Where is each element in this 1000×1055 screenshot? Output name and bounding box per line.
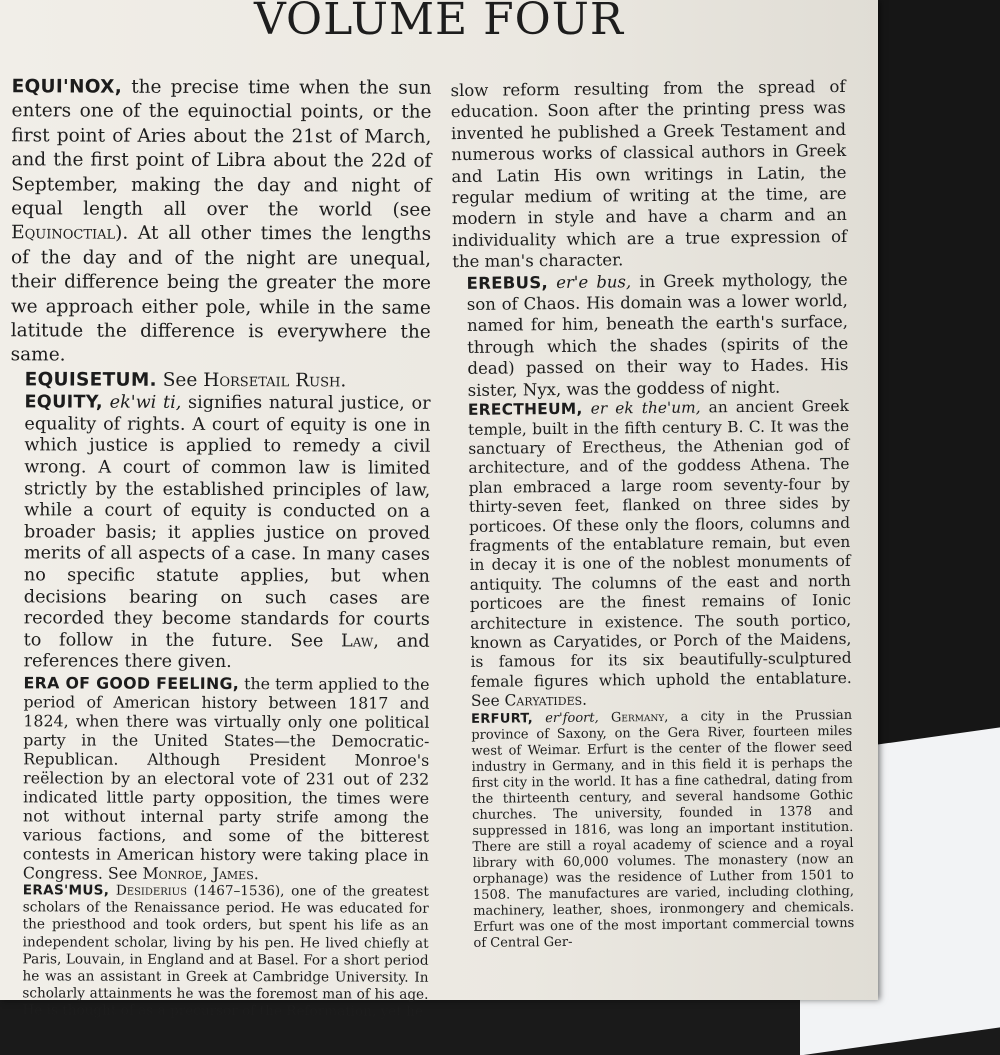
entry-text: in Greek mythology, the son of Chaos. His domain was a lower world, named for him, beneath the earth's surface, through which the shades (spirits of the dead) passed on their way to Hades. His sister, Nyx, was the goddess of night.	[466, 269, 849, 400]
cross-reference: Equinoctial	[11, 222, 116, 245]
headword: EQUISETUM.	[24, 369, 157, 391]
headword: ERFURT,	[471, 710, 534, 727]
headword: EQUI'NOX,	[11, 76, 123, 98]
entry-text: .	[581, 690, 588, 709]
entry-text: an ancient Greek temple, built in the fifth century B. C. It was the sanctuary of Erectheus, the Athenian god of architecture, and of the goddess Athena. The plan embraced a large room seventy-four by thirty-seven feet, flanked on three sides by porticoes. Of these only the floors, columns and fragments of the entablature remain, but even in decay it is one of the noblest monuments of antiquity. The columns of the east and north porticoes are the finest remains of Ionic architecture in existence. The south portico, known as Caryatides, or Porch of the Maidens, is famous for its six beautifully-sculptured female figures which uphold the entablature. See	[468, 397, 852, 711]
entry-erfurt	[457, 708, 854, 952]
entry-erebus	[452, 269, 848, 402]
entry-equity	[10, 393, 431, 675]
entry-erasmus-continued: slow reform resulting from the spread of education. Soon after the printing press was invented he published a Greek Testament and numerous works of classical authors in Greek and Latin His own writings in Latin, the regular medium of writing at the time, are modern in style and have a charm and an individuality which are a true expression of the man's character.	[450, 76, 848, 272]
entry-text: .	[253, 864, 259, 884]
entry-text: signifies natural justice, or equality of rights. A court of equity is one in which justice is applied to remedy a civil wrong. A court of common law is limited strictly by the established principles of law, while a court of equity is conducted on a broader basis; it applies justice on proved merits of all aspects of a case. In many cases no specific statute applies, but when decisions bearing on such cases are recorded they become standards for courts to follow in the future. See	[23, 393, 431, 652]
pronunciation: er'e bus,	[547, 271, 632, 292]
entry-text: the term applied to the period of American history between 1817 and 1824, when there was virtually only one political party in the United States—the Democratic-Republican. Although President Monroe's reëlection by an electoral vote of 231 out of 232 indicated little party opposition, the times were not without internal party strife among the various factions, and some of the bitterest contests in American history were taking place in Congress. See	[22, 674, 430, 883]
left-column	[8, 75, 431, 1021]
entry-text: , and references there given.	[23, 631, 430, 673]
headword: ERECTHEUM,	[467, 399, 583, 420]
cross-reference: Monroe, James	[142, 863, 254, 884]
right-column	[450, 76, 854, 952]
page-title: VOLUME FOUR	[254, 0, 624, 45]
entry-erasmus	[8, 882, 428, 1021]
headword: ERAS'MUS,	[22, 882, 110, 899]
cross-reference: Law	[341, 631, 374, 652]
entry-text: , a city in the Prussian province of Saxony, on the Gera River, fourteen miles west of Weimar. Erfurt is the center of the flower seed industry in Germany, and in this field it is perhaps the first city in the world. It has a fine cathedral, dating from the thirteenth century, and several handsome Gothic churches. The university, founded in 1378 and suppressed in 1816, was long an important institution. There are still a royal academy of science and a royal library with 60,000 volumes. The monastery (now an orphanage) was the residence of Luther from 1501 to 1508. The manufactures are varied, including clothing, machinery, leather, shoes, ironmongery and chemicals. Erfurt was one of the most important commercial towns of Central Ger-	[471, 707, 855, 951]
entry-erectheum	[454, 397, 852, 712]
entry-text: See	[156, 369, 204, 391]
entry-text: ). At all other times the lengths of the day and of the night are unequal, their difference being the greater the more we approach either pole, while in the same latitude the difference is everywhere the same.	[10, 223, 432, 366]
cross-reference: Horsetail Rush	[203, 369, 341, 392]
entry-equinox	[11, 75, 432, 369]
headword: EQUITY,	[24, 392, 103, 413]
entry-era-of-good-feeling	[9, 673, 430, 883]
entry-text: the precise time when the sun enters one of the equinoctial points, or the first point of Aries about the 21st of March, and the first point of Libra about the 22d of September, making the day and night of equal length all over the world (see	[11, 76, 432, 221]
entry-equisetum	[11, 368, 431, 394]
headword: ERA OF GOOD FEELING,	[23, 673, 240, 694]
pronunciation: ek'wi ti,	[102, 392, 182, 414]
person-name: Desiderius	[109, 882, 188, 899]
entry-text: .	[340, 370, 347, 392]
cross-reference: Caryatides	[504, 690, 583, 710]
headword: EREBUS,	[466, 272, 549, 293]
country-name: Germany	[598, 709, 665, 726]
pronunciation: er'foort,	[532, 710, 599, 726]
pronunciation: er ek the'um,	[582, 398, 701, 418]
entry-text: (1467–1536), one of the greatest scholars of the Renaissance period. He was educated for the priesthood and took orders, but spent his life as an independent scholar, living by his pen. He lived chiefly at Paris, Louvain, in England and at Basel. For a short period he was an assistant in Greek at Cambridge University. In scholarly attainments he was the foremost man of his age. He is thought of as a precursor of the Reformation, yet he	[22, 882, 429, 1021]
